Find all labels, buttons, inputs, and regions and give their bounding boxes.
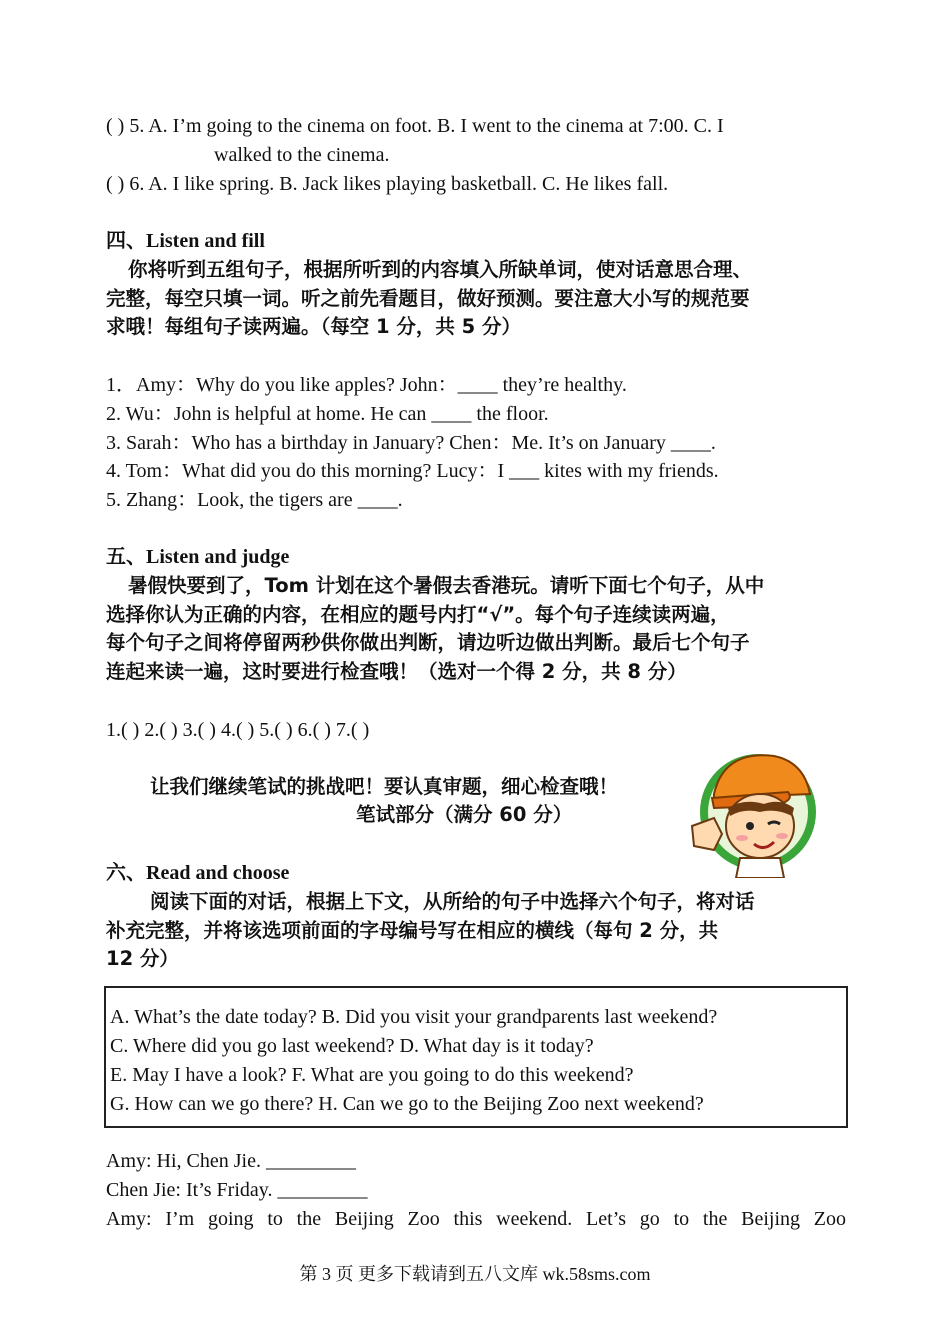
section6-instruction-2: 补充完整，并将该选项前面的字母编号写在相应的横线（每句 2 分，共 <box>106 919 719 942</box>
option-row: G. How can we go there? H. Can we go to the Beijing Zoo next weekend? <box>110 1093 704 1115</box>
judge-answer-row: 1.( ) 2.( ) 3.( ) 4.( ) 5.( ) 6.( ) 7.( ) <box>106 719 370 741</box>
section4-instruction-2: 完整，每空只填一词。听之前先看题目，做好预测。要注意大小写的规范要 <box>106 287 750 310</box>
section4-instruction-3: 求哦！每组句子读两遍。（每空 1 分，共 5 分） <box>106 315 522 338</box>
dialogue-line: Amy: Hi, Chen Jie. _________ <box>106 1150 356 1172</box>
question-6: ( ) 6. A. I like spring. B. Jack likes playing basketball. C. He likes fall. <box>106 173 669 195</box>
option-row: E. May I have a look? F. What are you going to do this weekend? <box>110 1064 634 1086</box>
fill-item: 2. Wu：John is helpful at home. He can ____ the floor. <box>106 403 549 425</box>
section4-instruction-1: 你将听到五组句子，根据所听到的内容填入所缺单词，使对话意思合理、 <box>128 258 753 281</box>
section6-instruction-3: 12 分） <box>106 947 179 970</box>
fill-item: 3. Sarah：Who has a birthday in January? Chen：Me. It’s on January ____. <box>106 432 716 454</box>
section5-instruction-2: 选择你认为正确的内容，在相应的题号内打“√”。每个句子连续读两遍， <box>106 603 730 626</box>
page-footer: 第 3 页 更多下载请到五八文库 wk.58sms.com <box>299 1264 651 1284</box>
section5-instruction-1: 暑假快要到了，Tom 计划在这个暑假去香港玩。请听下面七个句子，从中 <box>128 574 765 597</box>
option-row: A. What’s the date today? B. Did you visit your grandparents last weekend? <box>110 1006 718 1028</box>
fill-item: 1．Amy：Why do you like apples? John：____ they’re healthy. <box>106 374 627 396</box>
fill-item: 5. Zhang：Look, the tigers are ____. <box>106 489 403 511</box>
question-5-line2: walked to the cinema. <box>214 144 390 166</box>
option-row: C. Where did you go last weekend? D. What day is it today? <box>110 1035 594 1057</box>
dialogue-line: Amy: I’m going to the Beijing Zoo this weekend. Let’s go to the Beijing Zoo <box>106 1208 846 1230</box>
dialogue-line: Chen Jie: It’s Friday. _________ <box>106 1179 368 1201</box>
section5-instruction-3: 每个句子之间将停留两秒供你做出判断，请边听边做出判断。最后七个句子 <box>106 631 750 654</box>
section5-title: 五、Listen and judge <box>106 546 290 568</box>
encourage-text: 让我们继续笔试的挑战吧！要认真审题，细心检查哦！ <box>150 775 619 798</box>
question-5-line1: ( ) 5. A. I’m going to the cinema on foot. B. I went to the cinema at 7:00. C. I <box>106 115 724 137</box>
cartoon-boy-icon <box>684 742 816 878</box>
section4-title: 四、Listen and fill <box>106 230 265 252</box>
section6-title: 六、Read and choose <box>106 862 290 884</box>
section5-instruction-4: 连起来读一遍，这时要进行检查哦！（选对一个得 2 分，共 8 分） <box>106 660 687 683</box>
section6-instruction-1: 阅读下面的对话，根据上下文，从所给的句子中选择六个句子，将对话 <box>150 890 755 913</box>
written-part-title: 笔试部分（满分 60 分） <box>356 803 573 826</box>
fill-item: 4. Tom：What did you do this morning? Lucy：I ___ kites with my friends. <box>106 460 719 482</box>
